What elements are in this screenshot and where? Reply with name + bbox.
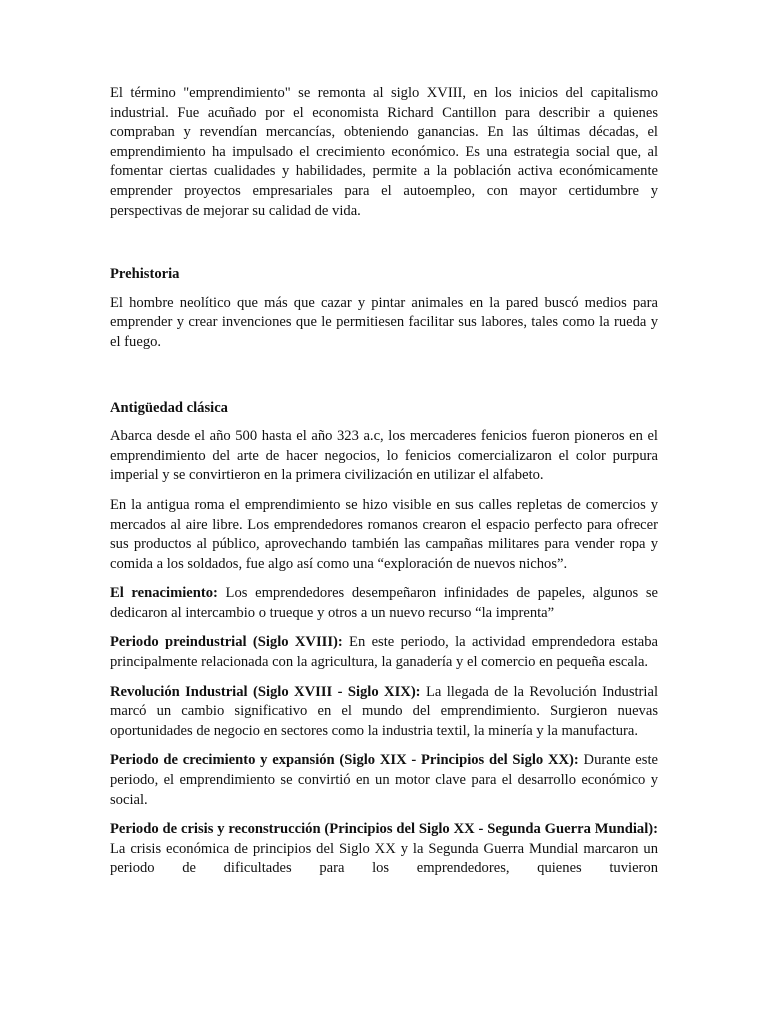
preindustrial-paragraph — [110, 633, 658, 672]
renacimiento-text: Los emprendedores desempeñaron infinidades de papeles, algunos se dedicaron al intercambio o trueque y otros a un nuevo recurso “la imprenta” — [110, 585, 658, 621]
crisis-label: Periodo de crisis y reconstrucción (Principios del Siglo XX - Segunda Guerra Mundial): — [110, 821, 658, 838]
crecimiento-text: Durante este periodo, el emprendimiento se convirtió en un motor clave para el desarrollo económico y social. — [110, 752, 658, 808]
antiguedad-paragraph-1: Abarca desde el año 500 hasta el año 323 a.c, los mercaderes fenicios fueron pioneros en el emprendimiento del arte de hacer negocios, lo fenicios comercializaron el color purpura imperial y se convirtieron en la primera civilización en utilizar el alfabeto. — [110, 428, 658, 484]
preindustrial-text: En este periodo, la actividad emprendedora estaba principalmente relacionada con la agricultura, la ganadería y el comercio en pequeña escala. — [110, 634, 658, 671]
section-spacer — [110, 363, 658, 399]
antiguedad-paragraph-2: En la antigua roma el emprendimiento se hizo visible en sus calles repletas de comercios y mercados al aire libre. Los emprendedores romanos crearon el espacio perfecto para ofrecer sus productos al público, aprovechando también las campañas militares para vender ropa y comida a los soldados, fue algo así como una “exploración de nuevos nichos”. — [110, 496, 658, 572]
revolucion-paragraph — [110, 683, 658, 742]
section-spacer — [110, 231, 658, 265]
revolucion-label: Revolución Industrial (Siglo XVIII - Siglo XIX): — [110, 683, 421, 700]
crecimiento-label: Periodo de crecimiento y expansión (Siglo XIX - Principios del Siglo XX): — [110, 752, 579, 769]
document-page — [110, 84, 658, 889]
heading-prehistoria: Prehistoria — [110, 266, 180, 283]
intro-paragraph: El término "emprendimiento" se remonta al siglo XVIII, en los inicios del capitalismo industrial. Fue acuñado por el economista Richard Cantillon para describir a quienes compraban y revendían mercancías, obteniendo ganancias. En las últimas décadas, el emprendimiento ha impulsado el crecimiento económico. Es una estrategia social que, al fomentar ciertas cualidades y habilidades, permite a la población activa económicamente emprender proyectos empresariales para el autoempleo, con mayor certidumbre y perspectivas de mejorar su calidad de vida. — [110, 85, 658, 219]
revolucion-text: La llegada de la Revolución Industrial marcó un cambio significativo en el mundo del emprendimiento. Surgieron nuevas oportunidades de negocio en sectores como la industria textil, la minería y la manufactura. — [110, 683, 658, 739]
preindustrial-label: Periodo preindustrial (Siglo XVIII): — [110, 634, 343, 651]
heading-antiguedad: Antigüedad clásica — [110, 399, 228, 416]
renacimiento-label: El renacimiento: — [110, 585, 218, 602]
crecimiento-paragraph — [110, 751, 658, 810]
crisis-text: La crisis económica de principios del Siglo XX y la Segunda Guerra Mundial marcaron un periodo de dificultades para los emprendedores, quienes tuvieron — [110, 840, 658, 877]
renacimiento-paragraph — [110, 584, 658, 623]
crisis-paragraph — [110, 820, 658, 879]
prehistoria-paragraph: El hombre neolítico que más que cazar y pintar animales en la pared buscó medios para emprender y crear invenciones que le permitiesen facilitar sus labores, tales como la rueda y el fuego. — [110, 294, 658, 350]
